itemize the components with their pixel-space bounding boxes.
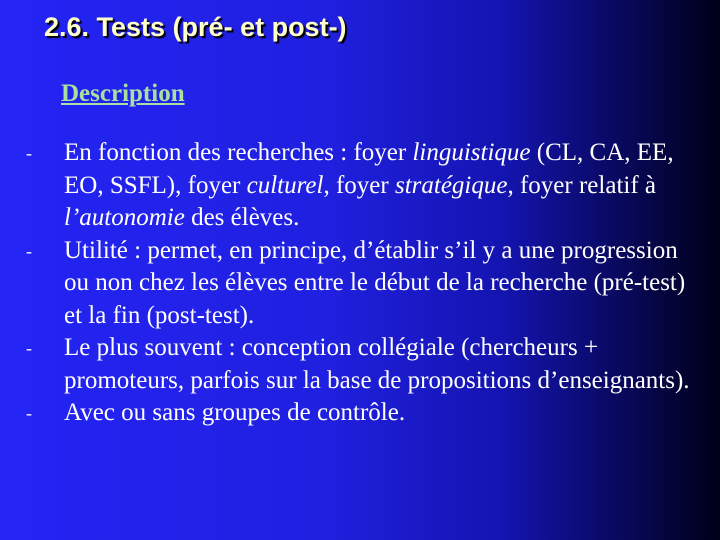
bullet-italic-term: stratégique	[394, 171, 508, 199]
bullet-text: (CL, CA, EE, EO, SSFL), foyer	[64, 139, 674, 199]
bullet-italic-term: l’autonomie	[64, 204, 185, 231]
bullet-text: des élèves.	[184, 204, 300, 231]
bullet-dash-icon: -	[26, 240, 32, 261]
bullet-item	[0, 137, 720, 235]
bullet-text: Utilité : permet, en principe, d’établir s’il y a une progression ou non chez les élèves entre le début de la recherche (pré-test) et la fin (post-test).	[64, 236, 686, 329]
bullet-italic-term: linguistique	[412, 139, 531, 166]
bullet-text: , foyer relatif à	[507, 171, 657, 199]
slide-subtitle: Description	[61, 80, 185, 107]
bullet-italic-term: culturel	[246, 171, 324, 199]
bullet-text: Avec ou sans groupes de contrôle.	[64, 399, 406, 426]
bullet-text: En fonction des recherches : foyer	[64, 139, 413, 166]
bullet-item	[0, 332, 720, 397]
bullet-dash-icon: -	[26, 403, 32, 423]
bullet-text: , foyer	[323, 171, 395, 199]
bullet-list	[0, 137, 720, 430]
bullet-dash-icon: -	[26, 338, 32, 358]
bullet-dash-icon: -	[26, 143, 32, 163]
bullet-item	[0, 235, 720, 333]
slide-title: 2.6. Tests (pré- et post-)	[44, 12, 347, 42]
bullet-item	[0, 397, 720, 430]
bullet-text: Le plus souvent : conception collégiale (chercheurs + promoteurs, parfois sur la base de propositions d’enseignants).	[64, 334, 690, 394]
